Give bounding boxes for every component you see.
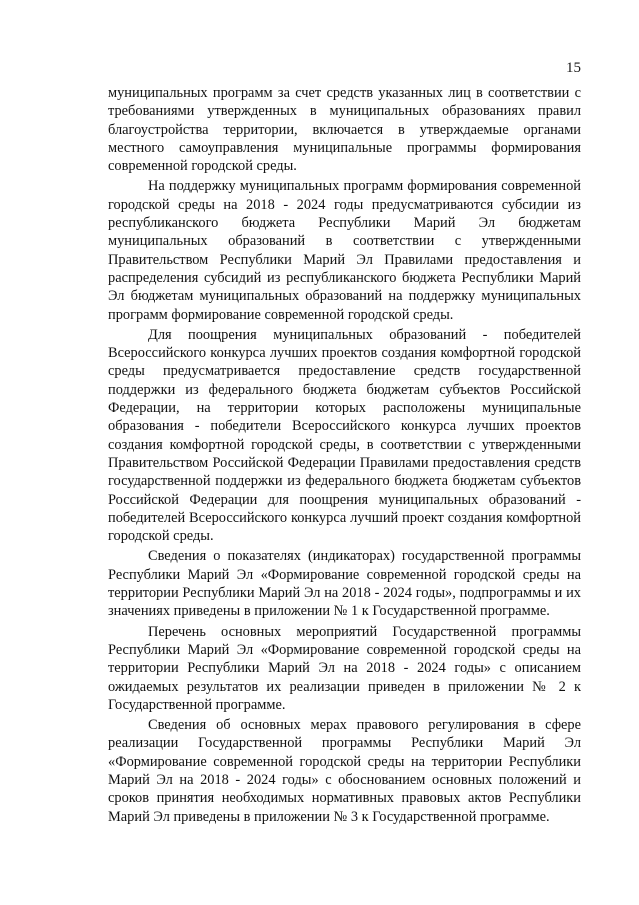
- page-number: 15: [566, 60, 581, 76]
- paragraph: Для поощрения муниципальных образований - победителей Всероссийского конкурса лучших проектов создания комфортной городской среды предусматривается предоставление средств государственной поддержки из федерального бюджета бюджетам субъектов Российской Федерации, на территории которых расположены муниципальные образования - победители Всероссийского конкурса лучших проектов создания комфортной городской среды, в соответствии с утвержденными Правительством Российской Федерации Правилами предоставления средств государственной поддержки из федерального бюджета бюджетам субъектов Российской Федерации для поощрения муниципальных образований - победителей Всероссийского конкурса лучший проект создания комфортной городской среды.: [108, 326, 581, 545]
- document-body: [108, 84, 581, 828]
- paragraph: Перечень основных мероприятий Государственной программы Республики Марий Эл «Формирование современной городской среды на территории Республики Марий Эл на 2018 - 2024 годы» с описанием ожидаемых результатов их реализации приведен в приложении № 2 к Государственной программе.: [108, 623, 581, 713]
- paragraph: муниципальных программ за счет средств указанных лиц в соответствии с требованиями утвержденных в муниципальных образованиях правил благоустройства территории, включается в утверждаемые органами местного самоуправления муниципальные программы формирования современной городской среды.: [108, 85, 581, 175]
- paragraph: Сведения о показателях (индикаторах) государственной программы Республики Марий Эл «Формирование современной городской среды на территории Республики Марий Эл на 2018 - 2024 годы», подпрограммы и их значениях приведены в приложении № 1 к Государственной программе.: [108, 548, 581, 620]
- paragraph: На поддержку муниципальных программ формирования современной городской среды на 2018 - 2024 годы предусматриваются субсидии из республиканского бюджета Республики Марий Эл бюджетам муниципальных образований в соответствии с утвержденными Правительством Республики Марий Эл Правилами предоставления и распределения субсидий из республиканского бюджета Республики Марий Эл бюджетам муниципальных образований на поддержку муниципальных программ формирование современной городской среды.: [108, 178, 581, 323]
- paragraph: Сведения об основных мерах правового регулирования в сфере реализации Государственной программы Республики Марий Эл «Формирование современной городской среды на территории Республики Марий Эл на 2018 - 2024 годы» с обоснованием основных положений и сроков принятия необходимых нормативных правовых актов Республики Марий Эл приведены в приложении № 3 к Государственной программе.: [108, 717, 581, 825]
